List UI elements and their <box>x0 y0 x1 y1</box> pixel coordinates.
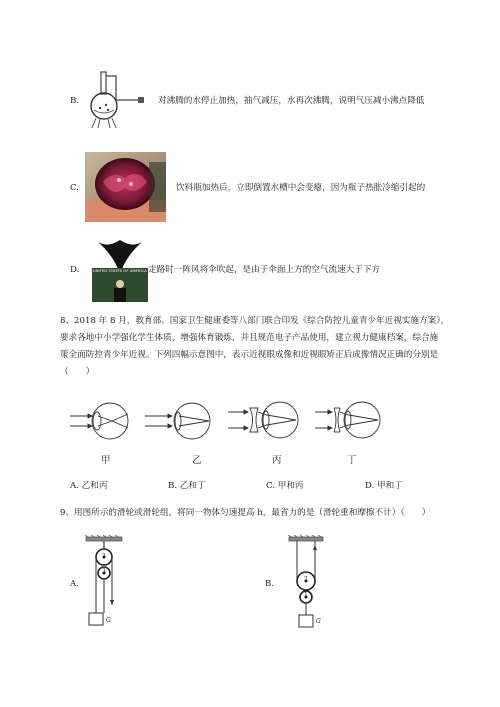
caption-ding: 丁 <box>347 455 357 466</box>
pulley-label: 3 <box>102 568 106 575</box>
option-letter: A. <box>70 579 79 589</box>
question-line: （ ） <box>60 367 95 377</box>
weight-label: G <box>106 617 111 624</box>
q9-option-a[interactable] <box>0 535 250 635</box>
option-text: 对沸腾的水停止加热，抽气减压，水再次沸腾，说明气压减小沸点降低 <box>158 96 425 106</box>
caption-jia: 甲 <box>101 455 111 466</box>
option-b[interactable]: B. 乙和丁 <box>168 481 206 491</box>
eye-diagram-jia <box>70 403 128 439</box>
question-line: 8、2018 年 8 月，教育部、国家卫生健康委等八部门联合印发《综合防控儿童青少年近视实施方案》， <box>60 316 450 326</box>
q8-stem <box>60 313 449 381</box>
flask-pump-illustration <box>86 70 146 130</box>
question-line: 策全面防控青少年近视。下列四幅示意图中，表示近视眼成像和近视眼矫正后成像情况正确的分别是 <box>60 350 439 360</box>
eye-diagram-bing <box>228 402 298 438</box>
pulley-label: 2 <box>304 576 308 583</box>
eye-diagram-yi <box>145 403 210 439</box>
option-d[interactable]: D. 甲和丁 <box>365 481 403 491</box>
pulley-label: 1 <box>304 592 308 599</box>
option-text: 饮料瓶加热后，立即倒置水槽中会变瘪，因为瓶子热胀冷缩引起的 <box>176 183 426 193</box>
q7-option-c <box>0 150 500 225</box>
q7-option-b <box>0 60 500 130</box>
option-letter: D. <box>70 265 80 275</box>
q9-option-b[interactable] <box>250 535 500 635</box>
option-letter: B. <box>265 579 275 589</box>
pulley-label: 2 <box>102 553 106 560</box>
q9-stem: 9、用图所示的滑轮或滑轮组，将同一物体匀速提高 h，最省力的是（滑轮重和摩擦不计）（ ） <box>60 508 431 518</box>
caption-yi: 乙 <box>192 455 202 466</box>
caption-bing: 丙 <box>272 455 282 466</box>
option-a[interactable]: A. 乙和丙 <box>70 481 108 491</box>
question-line: 要求各地中小学强化学生体质，增强体育锻炼，并且规范电子产品使用，建立视力健康档案，综合施 <box>60 333 439 343</box>
pulley-label: 1 <box>102 542 106 549</box>
weight-label: G <box>316 618 321 625</box>
option-letter: C. <box>70 183 80 193</box>
eye-diagrams <box>60 398 450 448</box>
option-text: 走路时一阵风将伞吹起，是由于伞面上方的空气流速大于下方 <box>148 265 381 275</box>
photo-caption: UNITED STATES OF AMERICA <box>93 269 147 273</box>
option-letter: B. <box>70 96 80 106</box>
pulley-system-b <box>285 535 335 633</box>
option-c[interactable]: C. 甲和丙 <box>266 481 304 491</box>
eye-diagram-ding <box>315 402 380 438</box>
q7-option-d <box>0 236 500 306</box>
crushed-bottle-photo <box>85 152 166 222</box>
